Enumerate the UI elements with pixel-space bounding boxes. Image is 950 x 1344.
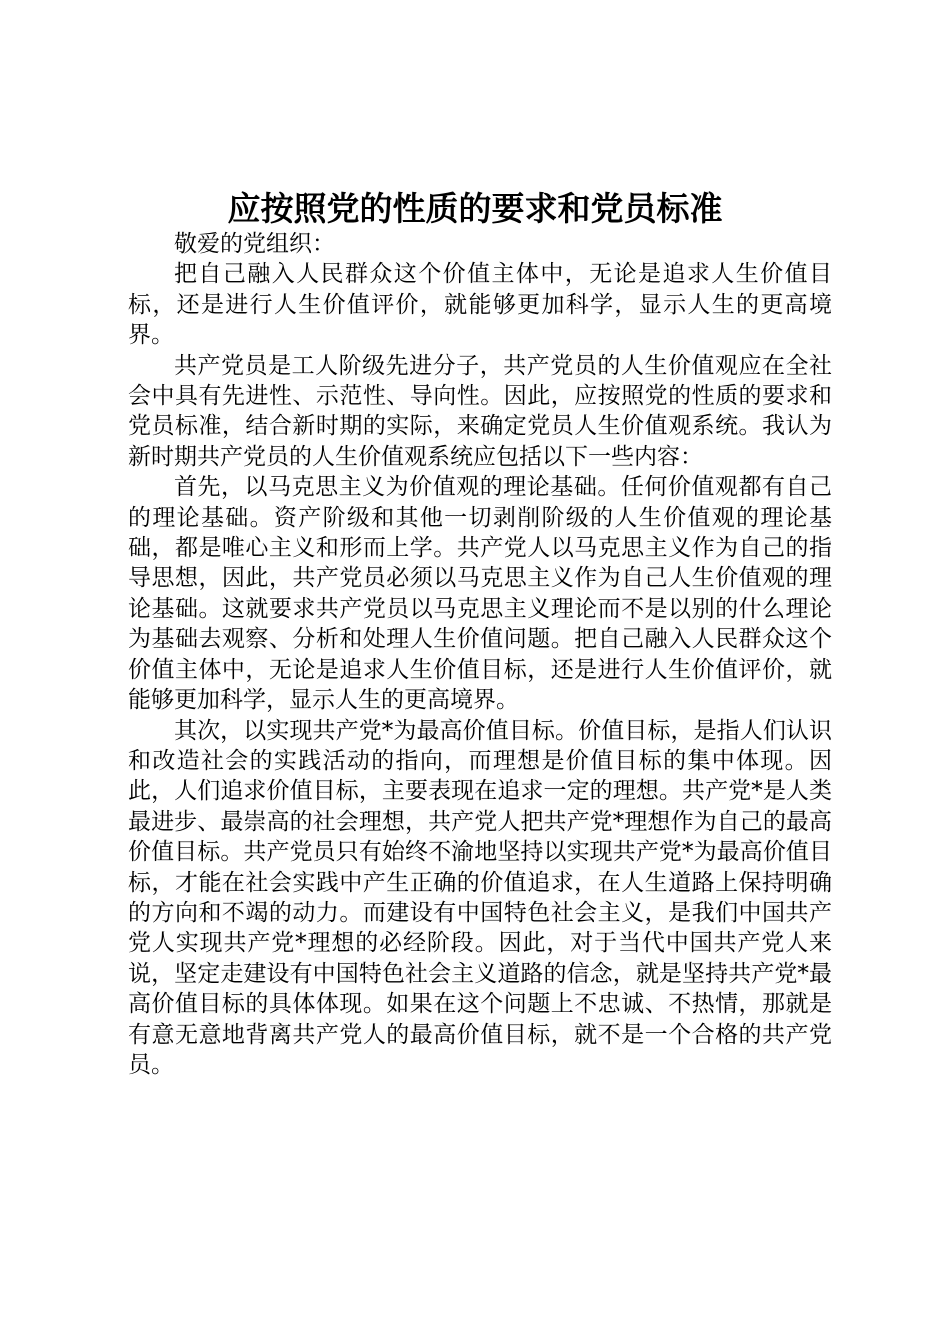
document-title: 应按照党的性质的要求和党员标准: [227, 189, 723, 228]
body-paragraph-1: 把自己融入人民群众这个价值主体中，无论是追求人生价值目标，还是进行人生价值评价，就能够更加科学，显示人生的更高境界。: [128, 261, 832, 349]
body-paragraph-2: 共产党员是工人阶级先进分子，共产党员的人生价值观应在全社会中具有先进性、示范性、导向性。因此，应按照党的性质的要求和党员标准，结合新时期的实际，来确定党员人生价值观系统。我认为新时期共产党员的人生价值观系统应包括以下一些内容：: [128, 352, 832, 470]
document-body: [128, 229, 832, 1080]
salutation: 敬爱的党组织：: [174, 231, 335, 257]
body-paragraph-3: 首先，以马克思主义为价值观的理论基础。任何价值观都有自己的理论基础。资产阶级和其他一切剥削阶级的人生价值观的理论基础，都是唯心主义和形而上学。共产党人以马克思主义作为自己的指导思想，因此，共产党员必须以马克思主义作为自己人生价值观的理论基础。这就要求共产党员以马克思主义理论而不是以别的什么理论为基础去观察、分析和处理人生价值问题。把自己融入人民群众这个价值主体中，无论是追求人生价值目标，还是进行人生价值评价，就能够更加科学，显示人生的更高境界。: [128, 474, 832, 714]
body-paragraph-4: 其次，以实现共产党*为最高价值目标。价值目标，是指人们认识和改造社会的实践活动的指向，而理想是价值目标的集中体现。因此，人们追求价值目标，主要表现在追求一定的理想。共产党*是人类最进步、最崇高的社会理想，共产党人把共产党*理想作为自己的最高价值目标。共产党员只有始终不渝地坚持以实现共产党*为最高价值目标，才能在社会实践中产生正确的价值追求，在人生道路上保持明确的方向和不竭的动力。而建设有中国特色社会主义，是我们中国共产党人实现共产党*理想的必经阶段。因此，对于当代中国共产党人来说，坚定走建设有中国特色社会主义道路的信念，就是坚持共产党*最高价值目标的具体体现。如果在这个问题上不忠诚、不热情，那就是有意无意地背离共产党人的最高价值目标，就不是一个合格的共产党员。: [128, 717, 832, 1078]
